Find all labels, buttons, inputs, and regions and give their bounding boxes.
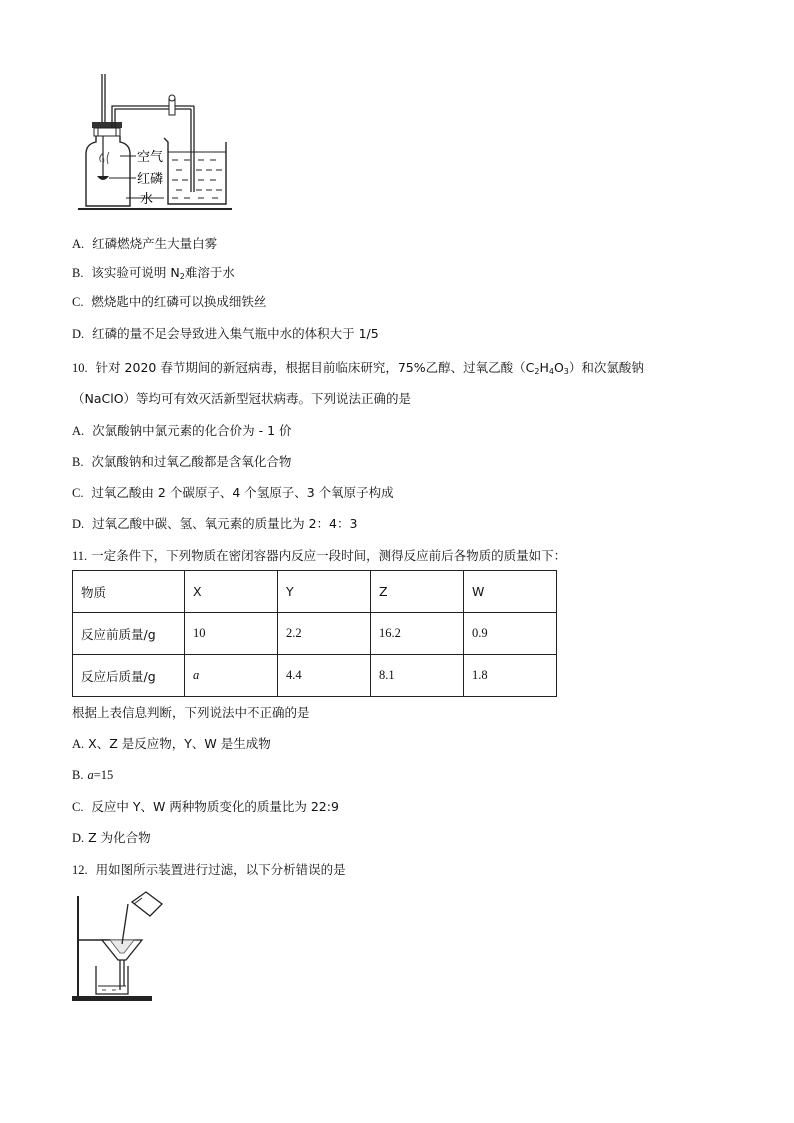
- q10-stem-line1: [72, 360, 644, 376]
- option-text: 燃烧匙中的红磷可以换成细铁丝: [91, 294, 267, 309]
- option-text: 反应中 Y、W 两种物质变化的质量比为 22:9: [91, 799, 339, 814]
- question-number: 11.: [72, 549, 88, 563]
- table-header-cell: 物质: [73, 571, 185, 613]
- option-text: =15: [93, 768, 114, 782]
- option-letter: B.: [72, 768, 84, 782]
- option-text: Z 为化合物: [88, 830, 151, 845]
- table-cell: 2.2: [278, 613, 371, 655]
- table-cell: 8.1: [371, 655, 464, 697]
- q10-stem-line2: [72, 391, 411, 407]
- q11-stem: [72, 548, 566, 564]
- option-letter: B.: [72, 455, 84, 469]
- q11-option-a: [72, 736, 271, 752]
- question-number: 12.: [72, 863, 88, 877]
- table-header-cell: X: [185, 571, 278, 613]
- q10-option-c: [72, 485, 394, 501]
- option-letter: D.: [72, 831, 85, 845]
- label-air: 空气: [137, 150, 164, 165]
- q12-stem: [72, 862, 346, 878]
- stem-text: ）和次氯酸钠: [568, 360, 644, 375]
- option-text: 过氧乙酸中碳、氢、氧元素的质量比为 2：4：3: [92, 516, 358, 531]
- table-cell: 1.8: [464, 655, 557, 697]
- q11-question: [72, 705, 310, 721]
- mass-data-table: [72, 570, 557, 697]
- filtration-apparatus-figure: [70, 890, 170, 1004]
- variable: a: [87, 768, 94, 782]
- stem-text: 根据上表信息判断，下列说法中不正确的是: [72, 705, 310, 720]
- q9-option-d: [72, 326, 379, 342]
- q9-option-b: [72, 265, 235, 281]
- option-letter: A.: [72, 737, 85, 751]
- q11-option-c: [72, 799, 339, 815]
- table-cell: 反应后质量/g: [73, 655, 185, 697]
- q10-option-d: [72, 516, 357, 532]
- q9-option-c: [72, 294, 266, 310]
- option-text: 难溶于水: [184, 265, 235, 280]
- subscript: 2: [179, 272, 185, 281]
- table-header-row: [73, 571, 557, 613]
- table-row: [73, 613, 557, 655]
- table-cell: 10: [185, 613, 278, 655]
- q10-option-a: [72, 423, 292, 439]
- table-cell: a: [185, 655, 278, 697]
- option-text: 红磷燃烧产生大量白雾: [92, 236, 218, 251]
- table-header-cell: W: [464, 571, 557, 613]
- option-text: 次氯酸钠中氯元素的化合价为 - 1 价: [92, 423, 292, 438]
- option-text: 次氯酸钠和过氧乙酸都是含氧化合物: [91, 454, 292, 469]
- table-header-cell: Z: [371, 571, 464, 613]
- q11-option-b: [72, 767, 113, 783]
- stem-text: 用如图所示装置进行过滤，以下分析错误的是: [95, 862, 346, 877]
- option-letter: C.: [72, 486, 84, 500]
- option-letter: C.: [72, 800, 84, 814]
- question-number: 10.: [72, 361, 88, 375]
- table-cell: 0.9: [464, 613, 557, 655]
- option-letter: A.: [72, 237, 85, 251]
- table-cell: 16.2: [371, 613, 464, 655]
- option-letter: C.: [72, 295, 84, 309]
- option-letter: B.: [72, 266, 84, 280]
- subscript: 2: [534, 367, 540, 376]
- q10-option-b: [72, 454, 291, 470]
- option-text: X、Z 是反应物，Y、W 是生成物: [88, 736, 271, 751]
- stem-text: H: [539, 360, 549, 375]
- stem-text: （NaClO）等均可有效灭活新型冠状病毒。下列说法正确的是: [72, 391, 412, 406]
- subscript: 4: [548, 367, 554, 376]
- table-cell: 4.4: [278, 655, 371, 697]
- option-letter: D.: [72, 327, 85, 341]
- table-row: [73, 655, 557, 697]
- stem-text: O: [553, 360, 564, 375]
- label-red-phosphorus: 红磷: [137, 172, 164, 187]
- subscript: 3: [563, 367, 569, 376]
- stem-text: 针对 2020 春节期间的新冠病毒，根据目前临床研究，75%乙醇、过氧乙酸（C: [95, 360, 535, 375]
- table-header-cell: Y: [278, 571, 371, 613]
- option-letter: A.: [72, 424, 85, 438]
- table-cell: 反应前质量/g: [73, 613, 185, 655]
- phosphorus-combustion-apparatus-figure: [76, 72, 236, 214]
- stem-text: 一定条件下，下列物质在密闭容器内反应一段时间，测得反应前后各物质的质量如下：: [91, 548, 567, 563]
- label-water: 水: [140, 192, 154, 207]
- q9-option-a: [72, 236, 217, 252]
- option-text: 该实验可说明 N: [91, 265, 180, 280]
- q11-option-d: [72, 830, 151, 846]
- option-letter: D.: [72, 517, 85, 531]
- option-text: 过氧乙酸由 2 个碳原子、4 个氢原子、3 个氧原子构成: [91, 485, 394, 500]
- option-text: 红磷的量不足会导致进入集气瓶中水的体积大于 1/5: [92, 326, 379, 341]
